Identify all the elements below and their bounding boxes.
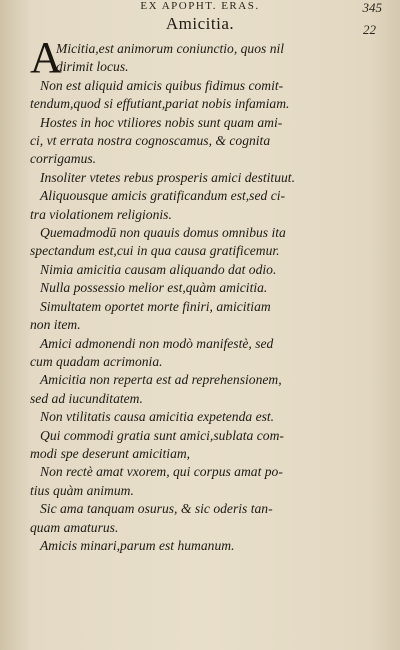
- entry-16: [30, 537, 382, 555]
- entry-line: cum quadam acrimonia.: [30, 353, 163, 369]
- entry-line: Nulla possessio melior est,quàm amicitia.: [40, 280, 268, 296]
- entry-8: [30, 279, 382, 297]
- entry-line: Hostes in hoc vtiliores nobis sunt quam ami-: [40, 114, 283, 130]
- entry-line: tius quàm animum.: [30, 482, 134, 498]
- entry-4: [30, 169, 382, 187]
- entry-line: corrigamus.: [30, 151, 97, 167]
- entry-11: [30, 371, 382, 408]
- entry-line: tendum,quod si effutiant,pariat nobis infamiam.: [30, 96, 290, 112]
- entry-line: sed ad iucunditatem.: [30, 390, 143, 406]
- entry-line: Aliquousque amicis gratificandum est,sed ci-: [40, 188, 286, 204]
- entry-line: Non vtilitatis causa amicitia expetenda est.: [40, 409, 275, 425]
- entry-line: Amici admonendi non modò manifestè, sed: [40, 335, 274, 351]
- entry-line: spectandum est,cui in qua causa gratificemur.: [30, 243, 280, 259]
- entry-2: [30, 77, 382, 114]
- entry-15: [30, 500, 382, 537]
- drop-cap: A: [30, 33, 62, 82]
- entry-line: Non est aliquid amicis quibus fidimus comit-: [40, 77, 284, 93]
- entry-line: ci, vt errata nostra cognoscamus, & cognita: [30, 133, 271, 149]
- entry-12: [30, 408, 382, 426]
- entry-line: Amicis minari,parum est humanum.: [40, 537, 235, 553]
- entry-5: [30, 187, 382, 224]
- entry-line: Simultatem oportet morte finiri, amicitiam: [40, 298, 271, 314]
- entry-line: dirimit locus.: [56, 59, 129, 75]
- entry-1: [30, 33, 382, 82]
- entry-line: non item.: [30, 317, 81, 333]
- entry-line: Nimia amicitia causam aliquando dat odio.: [40, 261, 277, 277]
- entry-line: Micitia,est animorum coniunctio, quos nil: [56, 41, 285, 56]
- entry-line: Qui commodi gratia sunt amici,sublata com-: [40, 427, 284, 443]
- entry-10: [30, 335, 382, 372]
- running-head: EX APOPHT. ERAS.: [140, 0, 260, 12]
- entry-line: modi spe deserunt amicitiam,: [30, 445, 191, 461]
- section-heading: Amicitia.: [165, 14, 235, 33]
- entry-line: Non rectè amat vxorem, qui corpus amat po-: [40, 464, 283, 480]
- signature-mark: 22: [363, 22, 376, 37]
- entry-line: Insoliter vtetes rebus prosperis amici destituut.: [40, 169, 295, 185]
- entry-7: [30, 261, 382, 279]
- entry-13: [30, 427, 382, 464]
- entry-14: [30, 463, 382, 500]
- entry-6: [30, 224, 382, 261]
- entry-line: Sic ama tanquam osurus, & sic oderis tan-: [40, 501, 273, 517]
- entry-line: tra violationem religionis.: [30, 206, 172, 222]
- entry-line: Quemadmodū non quauis domus omnibus ita: [40, 225, 286, 241]
- entry-3: [30, 114, 382, 169]
- entry-line: Amicitia non reperta est ad reprehensionem,: [40, 372, 282, 388]
- body-text: [30, 33, 382, 555]
- entry-line: quam amaturus.: [30, 519, 119, 535]
- entry-9: [30, 298, 382, 335]
- page-number: 345: [362, 0, 382, 15]
